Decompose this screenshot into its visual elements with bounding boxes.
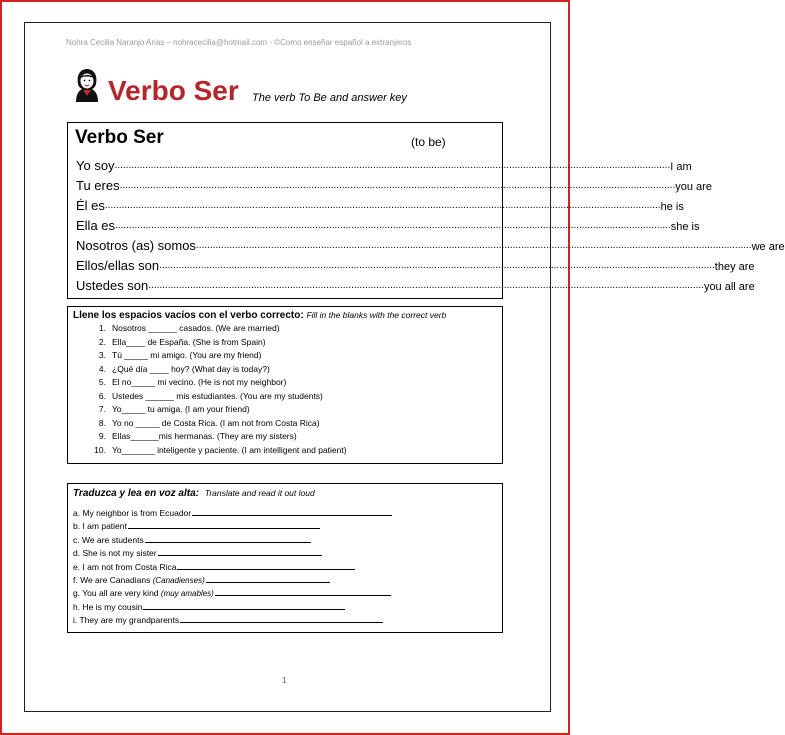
conjugation-spanish: Yo soy [76, 158, 115, 173]
fill-item-text: ¿Qué día ____ hoy? (What day is today?) [112, 363, 270, 374]
translate-item [73, 506, 392, 518]
conjugation-spanish: Tu eres [76, 178, 120, 193]
translate-instruction: Translate and read it out loud [204, 488, 315, 498]
answer-blank[interactable] [158, 546, 322, 556]
fill-item-text: El no_____ mi vecino. (He is not my neighbor) [112, 377, 287, 387]
fill-item-text: Ellas______mis hermanas. (They are my sisters) [112, 431, 297, 441]
translate-item [73, 519, 320, 531]
translate-item-text: g. You all are very kind [73, 588, 159, 599]
fill-item [90, 431, 297, 441]
conjugation-english: he is [660, 201, 684, 213]
fill-instruction: Fill in the blanks with the correct verb [306, 310, 447, 320]
fill-item-number: 9. [98, 431, 106, 441]
answer-blank[interactable] [128, 519, 320, 529]
fill-item-number: 4. [98, 363, 106, 374]
fill-item-number: 5. [98, 377, 106, 387]
fill-heading-line [73, 310, 446, 321]
translate-item-text: b. I am patient [73, 521, 127, 532]
dot-leader: ........................................................................................................................................................................................................ [195, 240, 752, 251]
translate-item-hint: (Canadienses) [152, 576, 205, 585]
fill-item [90, 391, 323, 401]
dot-leader: ........................................................................................................................................................................................................ [119, 180, 676, 191]
conjugation-heading: Verbo Ser [75, 127, 164, 148]
dot-leader: ........................................................................................................................................................................................................ [159, 260, 715, 271]
answer-blank[interactable] [177, 560, 355, 570]
conjugation-english: they are [714, 261, 755, 273]
answer-blank[interactable] [215, 586, 391, 596]
conjugation-english: you are [675, 181, 712, 193]
conjugation-box [67, 122, 785, 299]
translate-item-text: h. He is my cousin [73, 601, 143, 612]
conjugation-row [76, 213, 700, 233]
fill-item [90, 377, 286, 387]
translate-item [73, 586, 391, 598]
fill-item-number: 1. [98, 323, 106, 333]
fill-item-text: Yo_____ tu amiga. (I am your friend) [112, 404, 250, 414]
page-title: Verbo Ser [108, 75, 239, 106]
dot-leader: ........................................................................................................................................................................................................ [148, 280, 704, 291]
conjugation-note: (to be) [411, 135, 446, 149]
translate-item [73, 600, 345, 612]
page-subtitle: The verb To Be and answer key [252, 92, 407, 104]
fill-item-number: 3. [98, 350, 106, 360]
dot-leader: ........................................................................................................................................................................................................ [104, 200, 661, 211]
conjugation-english: I am [670, 161, 692, 173]
translate-heading: Traduzca y lea en voz alta: [73, 488, 199, 499]
translate-item [73, 546, 322, 558]
fill-item-text: Yo_______ inteligente y paciente. (I am intelligent and patient) [112, 444, 347, 455]
translate-heading-line [73, 488, 315, 499]
girl-avatar-icon [72, 68, 102, 104]
fill-in-blanks-box [67, 306, 503, 464]
translate-item-hint: (muy amables) [160, 589, 214, 599]
conjugation-row [76, 153, 692, 173]
fill-item [90, 445, 347, 455]
fill-item-number: 7. [98, 404, 106, 414]
answer-blank[interactable] [192, 506, 392, 516]
translate-item-text: f. We are Canadians [73, 575, 151, 585]
answer-blank[interactable] [206, 573, 330, 583]
answer-blank[interactable] [143, 600, 345, 610]
conjugation-english: we are [751, 241, 785, 253]
fill-item [90, 418, 320, 428]
translate-item-text: i. They are my grandparents [73, 615, 180, 626]
translate-item [73, 560, 355, 572]
conjugation-spanish: Ellos/ellas son [76, 258, 160, 273]
dot-leader: ........................................................................................................................................................................................................ [114, 160, 671, 171]
page-header: Nohra Cecilia Naranjo Arias – nohracecilia@hotmail.com - ©Como enseñar español a extranjeros [66, 38, 412, 47]
conjugation-english: she is [670, 221, 700, 233]
translate-item-text: c. We are students [73, 534, 144, 545]
fill-item-text: Yo no _____ de Costa Rica. (I am not from Costa Rica) [112, 417, 320, 428]
translate-box [67, 483, 503, 633]
conjugation-spanish: Él es [76, 198, 105, 213]
page-number: 1 [282, 676, 287, 685]
fill-item-text: Ella____ de España. (She is from Spain) [112, 336, 266, 347]
fill-item [90, 337, 266, 347]
fill-item-text: Tú _____ mi amigo. (You are my friend) [112, 350, 262, 360]
translate-item-text: e. I am not from Costa Rica [73, 561, 177, 572]
conjugation-row [76, 253, 755, 273]
fill-item-number: 2. [98, 336, 106, 347]
fill-item [90, 404, 250, 414]
fill-item-text: Ustedes ______ mis estudiantes. (You are my students) [112, 390, 323, 401]
answer-blank[interactable] [145, 533, 311, 543]
fill-item [90, 364, 270, 374]
conjugation-row [76, 233, 785, 253]
dot-leader: ........................................................................................................................................................................................................ [115, 220, 671, 231]
conjugation-spanish: Nosotros (as) somos [76, 238, 196, 253]
fill-item [90, 323, 280, 333]
translate-item-text: d. She is not my sister [73, 548, 157, 559]
fill-item [90, 350, 261, 360]
fill-item-number: 8. [98, 417, 106, 428]
conjugation-spanish: Ella es [76, 218, 116, 233]
conjugation-row [76, 173, 712, 193]
conjugation-row [76, 273, 755, 293]
conjugation-spanish: Ustedes son [76, 278, 149, 293]
fill-item-number: 6. [98, 390, 106, 401]
conjugation-english: you all are [703, 281, 755, 293]
fill-item-text: Nosotros ______ casados. (We are married) [112, 323, 280, 333]
answer-blank[interactable] [180, 613, 383, 623]
translate-item [73, 533, 311, 545]
translate-item [73, 613, 383, 625]
fill-item-number: 10. [94, 444, 106, 455]
translate-item [73, 573, 330, 585]
fill-heading: Llene los espacios vacíos con el verbo correcto: [73, 310, 304, 321]
conjugation-row [76, 193, 684, 213]
translate-item-text: a. My neighbor is from Ecuador [73, 508, 192, 518]
